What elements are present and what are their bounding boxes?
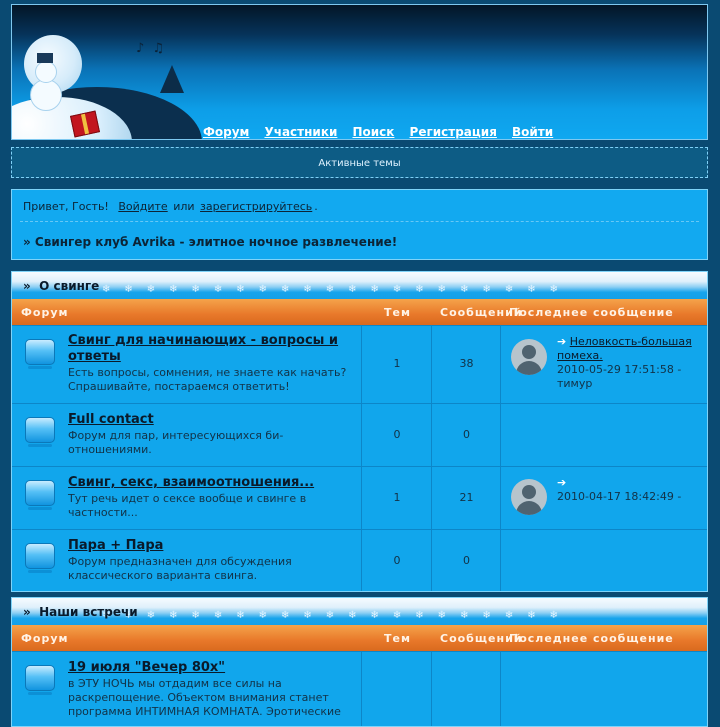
posts-cell <box>431 326 501 403</box>
forum-icon <box>25 417 55 443</box>
posts-cell <box>431 467 501 529</box>
topics-count: 1 <box>393 357 401 370</box>
greeting-end: . <box>314 200 318 213</box>
forum-icon <box>25 480 55 506</box>
forum-icon <box>25 543 55 569</box>
greeting-line <box>23 200 318 213</box>
nav-login-link[interactable]: Войти <box>512 125 554 139</box>
forum-cell <box>12 404 361 466</box>
main-nav <box>203 121 563 140</box>
column-header <box>12 625 707 651</box>
last-post-cell <box>500 467 708 529</box>
category-title-text: О свинге <box>39 279 100 293</box>
snowflake-decoration: ❄❄❄❄❄❄❄❄❄❄❄❄❄❄❄❄❄❄❄❄❄ <box>102 610 572 621</box>
snowman-icon <box>30 79 62 111</box>
nav-forum-link[interactable]: Форум <box>203 125 250 139</box>
category-header <box>12 272 707 299</box>
forum-link[interactable]: Свинг для начинающих - вопросы и ответы <box>68 333 339 364</box>
column-header <box>12 299 707 325</box>
forum-icon <box>25 339 55 365</box>
topics-cell <box>361 404 432 466</box>
category-title-text: Наши встречи <box>39 605 138 619</box>
avatar-icon[interactable] <box>511 479 547 515</box>
forum-row <box>12 529 707 592</box>
forum-description: в ЭТУ НОЧЬ мы отдадим все силы на раскрепощение. Объектом внимания станет программа ИНТИМНАЯ КОМНАТА. Эротические <box>68 677 341 718</box>
forum-row <box>12 325 707 403</box>
topics-cell <box>361 467 432 529</box>
category-title[interactable] <box>23 605 138 619</box>
last-post-cell <box>500 326 708 403</box>
last-post-cell <box>500 404 708 466</box>
posts-cell <box>431 652 501 727</box>
category-title[interactable] <box>23 279 99 293</box>
forum-cell <box>12 530 361 592</box>
board-description: » Свингер клуб Avrika - элитное ночное развлечение! <box>23 235 398 249</box>
last-post-cell <box>500 652 708 727</box>
topics-cell <box>361 652 432 727</box>
col-last-post: Последнее сообщение <box>509 306 674 319</box>
col-forum: Форум <box>21 632 69 645</box>
forum-cell <box>12 326 361 403</box>
col-last-post: Последнее сообщение <box>509 632 674 645</box>
last-post-user[interactable]: тимур <box>557 377 593 390</box>
greeting-text: Привет, Гость! <box>23 200 109 213</box>
col-topics: Тем <box>384 306 411 319</box>
topics-count: 0 <box>393 554 401 567</box>
nav-members-link[interactable]: Участники <box>264 125 338 139</box>
greeting-or: или <box>173 200 195 213</box>
posts-cell <box>431 404 501 466</box>
posts-count: 0 <box>463 428 470 441</box>
forum-cell <box>12 467 361 529</box>
sleigh-icon: ♪ ♫ <box>136 41 167 56</box>
divider <box>20 221 699 222</box>
forum-link[interactable]: Свинг, секс, взаимоотношения... <box>68 475 315 490</box>
forum-row <box>12 466 707 529</box>
topics-cell <box>361 530 432 592</box>
last-post-info <box>557 476 703 504</box>
login-link[interactable]: Войдите <box>118 200 168 213</box>
register-link[interactable]: зарегистрируйтесь <box>200 200 313 213</box>
forum-description: Есть вопросы, сомнения, не знаете как начать? Спрашивайте, постараемся ответить! <box>68 366 347 393</box>
col-topics: Тем <box>384 632 411 645</box>
last-post-date: 2010-04-17 18:42:49 - <box>557 490 682 503</box>
nav-search-link[interactable]: Поиск <box>352 125 395 139</box>
last-post-date: 2010-05-29 17:51:58 - <box>557 363 682 376</box>
forum-link[interactable]: Пара + Пара <box>68 538 164 553</box>
topics-count: 1 <box>393 491 401 504</box>
col-posts: Сообщений <box>440 306 523 319</box>
double-chevron-icon: » <box>23 605 31 619</box>
forum-link[interactable]: Full contact <box>68 412 154 427</box>
nav-register-link[interactable]: Регистрация <box>409 125 497 139</box>
active-topics-link[interactable]: Активные темы <box>11 147 708 178</box>
forum-description: Форум предназначен для обсуждения классического варианта свинга. <box>68 555 292 582</box>
category-block <box>11 271 708 592</box>
forum-link[interactable]: 19 июля "Вечер 80х" <box>68 660 226 675</box>
forum-row <box>12 403 707 466</box>
forum-row <box>12 651 707 727</box>
forum-description: Форум для пар, интересующихся би-отношениями. <box>68 429 284 456</box>
double-chevron-icon: » <box>23 279 31 293</box>
category-block <box>11 597 708 727</box>
last-post-link[interactable]: Неловкость-большая помеха. <box>557 335 692 362</box>
arrow-right-icon[interactable]: ➔ <box>557 476 567 489</box>
snowflake-decoration: ❄❄❄❄❄❄❄❄❄❄❄❄❄❄❄❄❄❄❄❄❄ <box>102 284 572 295</box>
posts-count: 21 <box>459 491 474 504</box>
site-header <box>11 4 708 140</box>
topics-cell <box>361 326 432 403</box>
col-forum: Форум <box>21 306 69 319</box>
forum-description: Тут речь идет о сексе вообще и свинге в частности... <box>68 492 307 519</box>
last-post-cell <box>500 530 708 592</box>
arrow-right-icon: ➔ <box>557 335 567 348</box>
forum-cell <box>12 652 361 727</box>
snowman-hat-icon <box>37 53 53 63</box>
snowman-head-icon <box>35 61 57 83</box>
tree-icon <box>160 65 184 93</box>
posts-count: 0 <box>463 554 470 567</box>
topics-count: 0 <box>393 428 401 441</box>
col-posts: Сообщений <box>440 632 523 645</box>
forum-icon <box>25 665 55 691</box>
last-post-info <box>557 335 703 391</box>
greeting-box <box>11 189 708 260</box>
category-header <box>12 598 707 625</box>
posts-cell <box>431 530 501 592</box>
avatar-icon[interactable] <box>511 339 547 375</box>
posts-count: 38 <box>459 357 474 370</box>
